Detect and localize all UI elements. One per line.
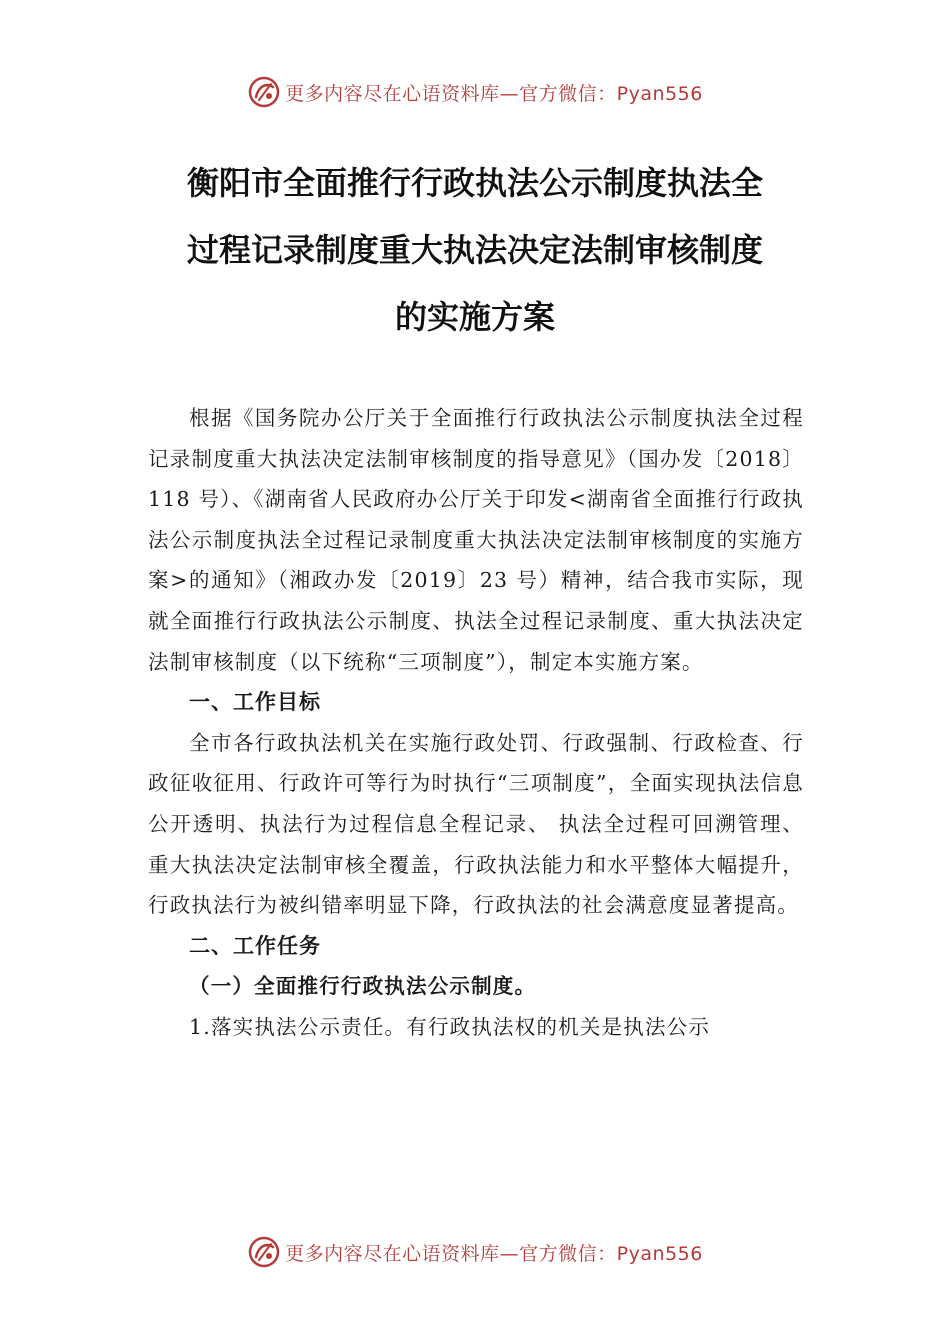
footer-banner-text: 更多内容尽在心语资料库—官方微信：Pyan556 <box>285 1242 703 1265</box>
header-banner <box>0 72 950 112</box>
intro-paragraph: 根据《国务院办公厅关于全面推行行政执法公示制度执法全过程记录制度重大执法决定法制审核制度的指导意见》（国办发〔2018〕118 号）、《湖南省人民政府办公厅关于印发<湖南省全面推行行政执法公示制度执法全过程记录制度重大执法决定法制审核制度的实施方案>的通知》（湘政办发〔2019〕23 号）精神，结合我市实际，现就全面推行行政执法公示制度、执法全过程记录制度、重大执法决定法制审核制度（以下统称“三项制度”），制定本实施方案。 <box>148 406 804 674</box>
seal-stamp-icon <box>247 1235 281 1269</box>
header-banner-text: 更多内容尽在心语资料库—官方微信：Pyan556 <box>285 82 703 105</box>
title-line-3: 的实施方案 <box>394 298 555 336</box>
section-2-heading: 二、工作任务 <box>189 933 321 958</box>
section-2-subheading-1: （一）全面推行行政执法公示制度。 <box>189 974 537 999</box>
document-body <box>148 398 804 1048</box>
title-line-2: 过程记录制度重大执法决定法制审核制度 <box>186 231 763 269</box>
title-line-1: 衡阳市全面推行行政执法公示制度执法全 <box>186 164 763 202</box>
section-1-paragraph: 全市各行政执法机关在实施行政处罚、行政强制、行政检查、行政征收征用、行政许可等行为时执行“三项制度”，全面实现执法信息公开透明、执法行为过程信息全程记录、 执法全过程可回溯管理、重大执法决定法制审核全覆盖，行政执法能力和水平整体大幅提升，行政执法行为被纠错率明显下降，行政执法的社会满意度显著提高。 <box>148 730 804 918</box>
seal-stamp-icon <box>247 75 281 109</box>
footer-banner <box>0 1232 950 1272</box>
document-title <box>0 150 950 351</box>
section-1-heading: 一、工作目标 <box>189 690 321 715</box>
section-2-item-1: 1.落实执法公示责任。有行政执法权的机关是执法公示 <box>189 1014 711 1039</box>
